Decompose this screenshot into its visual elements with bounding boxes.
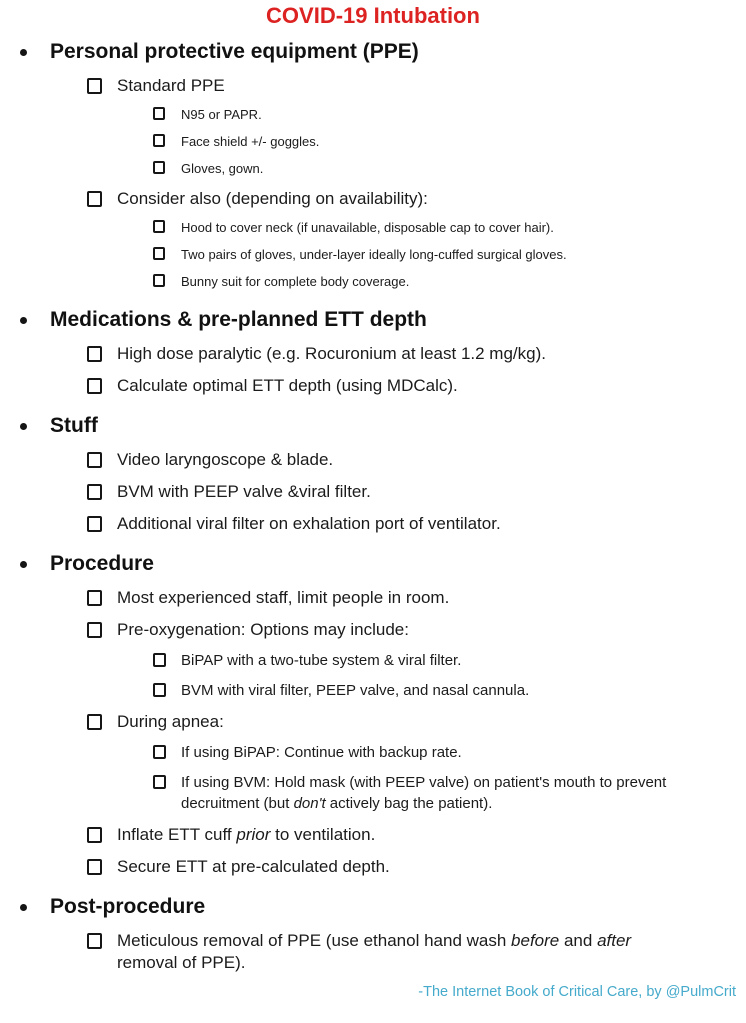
checklist-item-text: Bunny suit for complete body coverage. [181, 274, 410, 289]
checklist-row [0, 449, 746, 471]
attribution-footer: -The Internet Book of Critical Care, by @PulmCrit [418, 984, 736, 1000]
checklist-item-text: If using BiPAP: Continue with backup rate. [181, 744, 462, 761]
checkbox-icon [87, 827, 102, 843]
checkbox-icon [87, 859, 102, 875]
section [0, 39, 746, 291]
checklist-row [0, 513, 746, 535]
checkbox-icon [87, 622, 102, 638]
checklist-item-text: N95 or PAPR. [181, 107, 262, 122]
checklist-row [0, 245, 746, 264]
section-heading-row [0, 413, 746, 439]
checklist-item-text: During apnea: [117, 712, 224, 731]
checklist-item-text: BVM with viral filter, PEEP valve, and nasal cannula. [181, 682, 530, 699]
checkbox-icon [153, 653, 166, 667]
checkbox-icon [153, 683, 166, 697]
bullet-icon [20, 551, 50, 568]
section-heading: Stuff [50, 414, 98, 437]
checkbox-icon [153, 745, 166, 759]
checkbox-icon [153, 274, 165, 287]
section [0, 413, 746, 535]
checklist-row [0, 587, 746, 609]
checkbox-icon [153, 107, 165, 120]
section-heading-row [0, 39, 746, 65]
section-heading: Post-procedure [50, 895, 206, 918]
checkbox-icon [153, 247, 165, 260]
checklist-item-text: Face shield +/- goggles. [181, 134, 320, 149]
checklist-row [0, 930, 746, 974]
bullet-icon [20, 413, 50, 430]
checklist-item-text: BVM with PEEP valve &viral filter. [117, 482, 371, 501]
checkbox-icon [87, 378, 102, 394]
bullet-icon [20, 894, 50, 911]
checklist-item-text: Calculate optimal ETT depth (using MDCalc). [117, 376, 458, 395]
checklist-item-text: Secure ETT at pre-calculated depth. [117, 857, 390, 876]
section-heading: Personal protective equipment (PPE) [50, 40, 419, 63]
checklist-item-text: Hood to cover neck (if unavailable, disposable cap to cover hair). [181, 220, 554, 235]
checklist-row [0, 272, 746, 291]
checkbox-icon [153, 134, 165, 147]
section-heading: Procedure [50, 552, 154, 575]
section-heading: Medications & pre-planned ETT depth [50, 308, 427, 331]
section-heading-row [0, 894, 746, 920]
checklist-row [0, 188, 746, 210]
checklist-item-text: Consider also (depending on availability): [117, 189, 428, 208]
checkbox-icon [87, 714, 102, 730]
checklist-item-text: Most experienced staff, limit people in room. [117, 588, 450, 607]
checklist-content [0, 39, 746, 974]
checkbox-icon [87, 590, 102, 606]
checkbox-icon [153, 775, 166, 789]
section [0, 894, 746, 974]
checkbox-icon [153, 161, 165, 174]
checklist-row [0, 650, 746, 671]
checklist-row [0, 824, 746, 846]
checkbox-icon [87, 516, 102, 532]
checkbox-icon [153, 220, 165, 233]
bullet-icon [20, 307, 50, 324]
checklist-row [0, 343, 746, 365]
checklist-item-text: Additional viral filter on exhalation port of ventilator. [117, 514, 501, 533]
checklist-item-text: High dose paralytic (e.g. Rocuronium at least 1.2 mg/kg). [117, 344, 546, 363]
checklist-row [0, 772, 746, 814]
checklist-item-text: Inflate ETT cuff prior to ventilation. [117, 825, 376, 844]
checkbox-icon [87, 346, 102, 362]
checklist-row [0, 132, 746, 151]
checklist-row [0, 375, 746, 397]
checklist-item-text: Pre-oxygenation: Options may include: [117, 620, 409, 639]
document-title: COVID-19 Intubation [266, 3, 480, 28]
checklist-item-text: BiPAP with a two-tube system & viral filter. [181, 652, 462, 669]
section-heading-row [0, 551, 746, 577]
checkbox-icon [87, 452, 102, 468]
checklist-row [0, 680, 746, 701]
checkbox-icon [87, 933, 102, 949]
checklist-item-text: Video laryngoscope & blade. [117, 450, 334, 469]
bullet-icon [20, 39, 50, 56]
checkbox-icon [87, 78, 102, 94]
checklist-item-text: Gloves, gown. [181, 161, 264, 176]
checklist-row [0, 481, 746, 503]
checklist-row [0, 856, 746, 878]
checklist-item-text: Standard PPE [117, 76, 225, 95]
checklist-row [0, 159, 746, 178]
section-heading-row [0, 307, 746, 333]
checklist-item-text: If using BVM: Hold mask (with PEEP valve) on patient's mouth to prevent decruitment (but don't actively bag the patient). [181, 774, 667, 812]
checklist-row [0, 105, 746, 124]
checkbox-icon [87, 484, 102, 500]
checklist-item-text: Two pairs of gloves, under-layer ideally long-cuffed surgical gloves. [181, 247, 567, 262]
checklist-item-text: Meticulous removal of PPE (use ethanol hand wash before and after removal of PPE). [117, 931, 632, 972]
checklist-row [0, 75, 746, 97]
checkbox-icon [87, 191, 102, 207]
checklist-row [0, 619, 746, 641]
checklist-row [0, 711, 746, 733]
checklist-row [0, 742, 746, 763]
checklist-row [0, 218, 746, 237]
section [0, 551, 746, 878]
section [0, 307, 746, 397]
